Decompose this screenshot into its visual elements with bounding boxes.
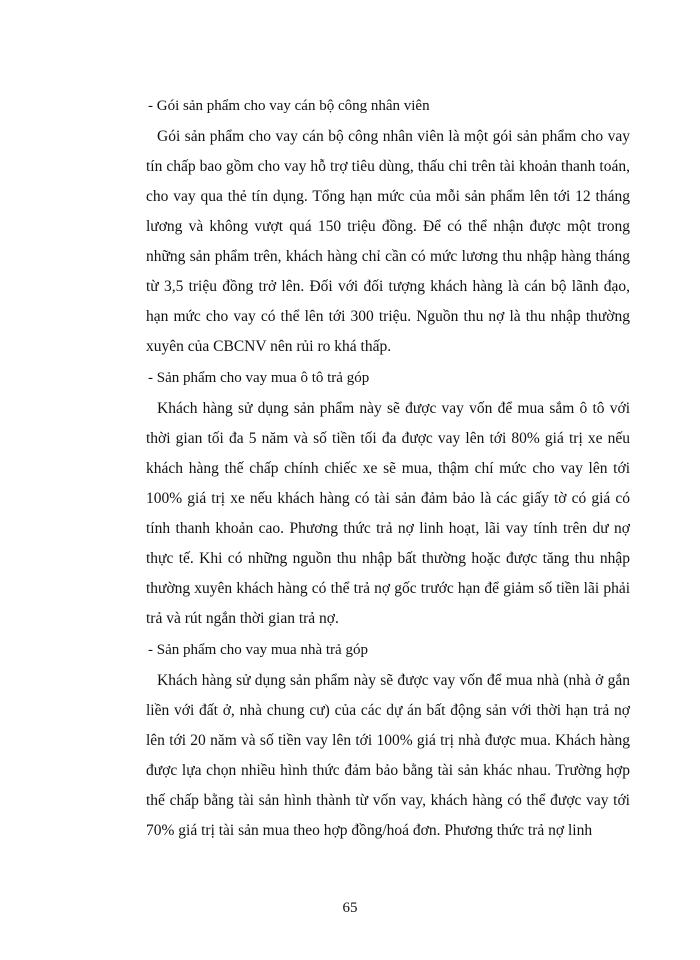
section-paragraph-home-loan: Khách hàng sử dụng sản phẩm này sẽ được vay vốn để mua nhà (nhà ở gắn liền với đất ở, nhà chung cư) của các dự án bất động sản với thời hạn trả nợ lên tới 20 năm và số tiền vay lên tới 100% giá trị nhà được mua. Khách hàng được lựa chọn nhiều hình thức đảm bảo bằng tài sản khác nhau. Trường hợp thế chấp bằng tài sản hình thành từ vốn vay, khách hàng có thể được vay tới 70% giá trị tài sản mua theo hợp đồng/hoá đơn. Phương thức trả nợ linh	[146, 672, 630, 839]
section-heading-home-loan: - Sản phẩm cho vay mua nhà trả góp	[148, 642, 368, 658]
page-number: 65	[342, 900, 358, 916]
document-body	[146, 91, 630, 846]
section-paragraph-car-loan: Khách hàng sử dụng sản phẩm này sẽ được vay vốn để mua sắm ô tô với thời gian tối đa 5 năm và số tiền tối đa được vay lên tới 80% giá trị xe nếu khách hàng thế chấp chính chiếc xe sẽ mua, thậm chí mức cho vay lên tới 100% giá trị xe nếu khách hàng có tài sản đảm bảo là các giấy tờ có giá có tính thanh khoản cao. Phương thức trả nợ linh hoạt, lãi vay tính trên dư nợ thực tế. Khi có những nguồn thu nhập bất thường hoặc được tăng thu nhập thường xuyên khách hàng có thể trả nợ gốc trước hạn để giảm số tiền lãi phải trả và rút ngắn thời gian trả nợ.	[146, 400, 630, 627]
section-paragraph-staff-loan: Gói sản phẩm cho vay cán bộ công nhân viên là một gói sản phẩm cho vay tín chấp bao gồm cho vay hỗ trợ tiêu dùng, thấu chi trên tài khoản thanh toán, cho vay qua thẻ tín dụng. Tổng hạn mức của mỗi sản phẩm lên tới 12 tháng lương và không vượt quá 150 triệu đồng. Để có thể nhận được một trong những sản phẩm trên, khách hàng chỉ cần có mức lương thu nhập hàng tháng từ 3,5 triệu đồng trở lên. Đối với đối tượng khách hàng là cán bộ lãnh đạo, hạn mức cho vay có thể lên tới 300 triệu. Nguồn thu nợ là thu nhập thường xuyên của CBCNV nên rủi ro khá thấp.	[146, 128, 630, 355]
section-heading-car-loan: - Sản phẩm cho vay mua ô tô trả góp	[148, 370, 370, 386]
section-heading-staff-loan: - Gói sản phẩm cho vay cán bộ công nhân viên	[148, 98, 430, 114]
